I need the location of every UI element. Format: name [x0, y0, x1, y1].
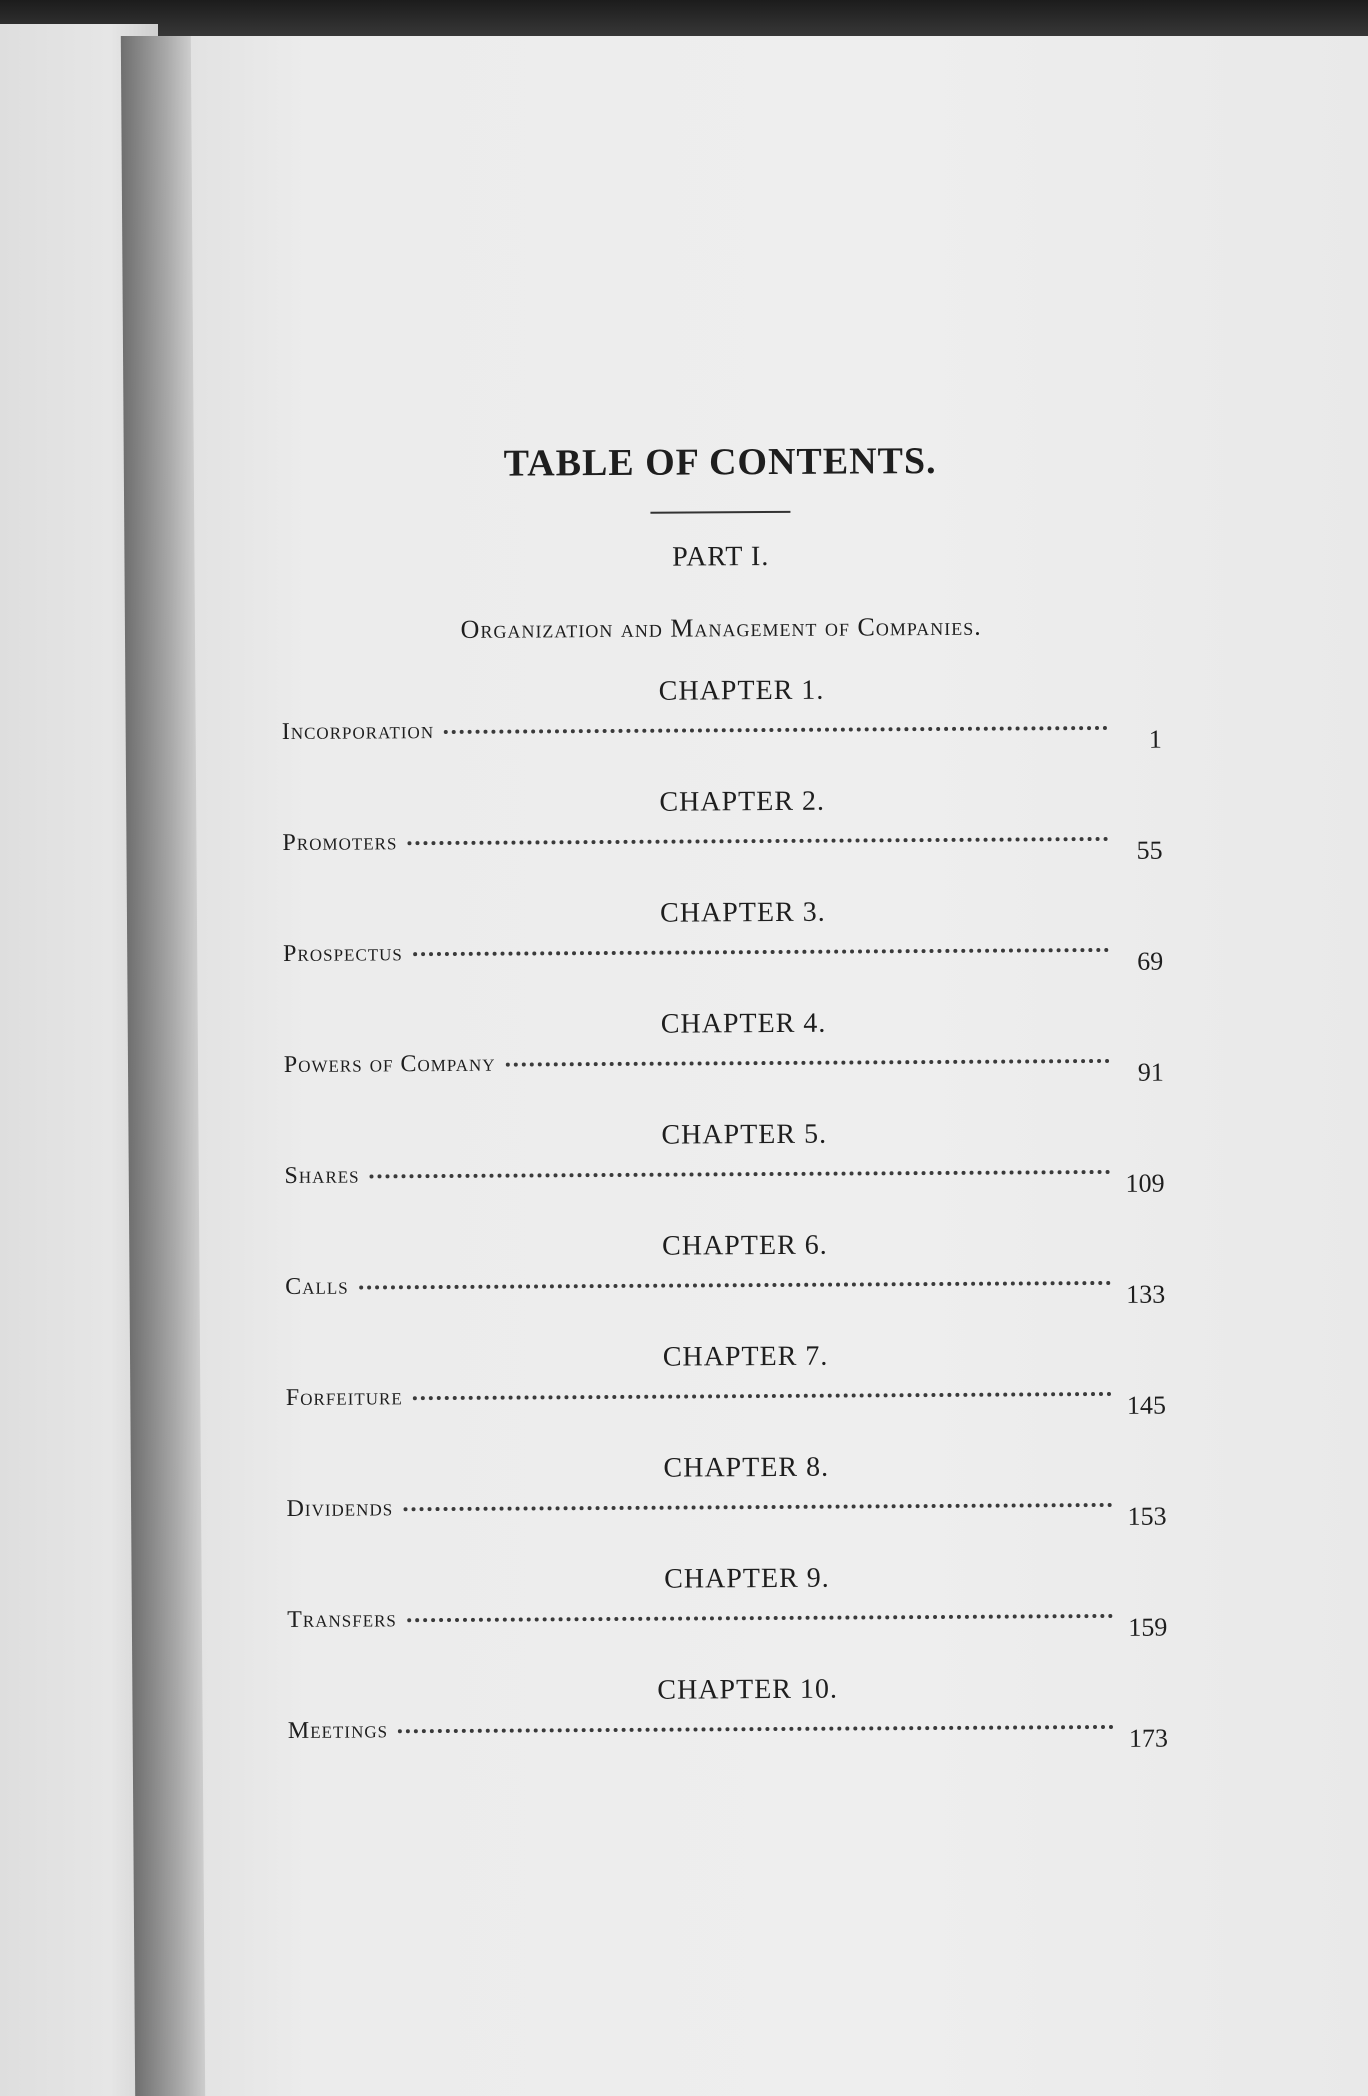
- toc-entry: [284, 1153, 1165, 1198]
- chapter-7: [286, 1337, 1167, 1453]
- chapter-list: [281, 671, 1168, 1786]
- chapter-9: [287, 1559, 1168, 1675]
- dot-leader: [506, 1059, 1110, 1067]
- chapter-1: [281, 671, 1162, 787]
- chapter-heading: CHAPTER 7.: [662, 1340, 829, 1373]
- part-subtitle: Organization and Management of Companies.: [460, 611, 982, 644]
- toc-entry: [287, 1597, 1168, 1642]
- dot-leader: [403, 1503, 1112, 1511]
- dot-leader: [407, 837, 1108, 845]
- chapter-heading: CHAPTER 4.: [660, 1007, 827, 1040]
- entry-page-number: 145: [1126, 1390, 1167, 1420]
- toc-entry: [286, 1486, 1167, 1531]
- entry-title: Incorporation: [281, 718, 435, 745]
- entry-page-number: 159: [1128, 1612, 1168, 1642]
- toc-entry: [283, 931, 1164, 976]
- chapter-heading: CHAPTER 2.: [659, 785, 826, 818]
- dot-leader: [359, 1281, 1111, 1290]
- entry-title: Promoters: [282, 829, 398, 856]
- toc-entry: [282, 820, 1163, 865]
- entry-title: Dividends: [286, 1495, 394, 1522]
- chapter-10: [288, 1670, 1169, 1786]
- entry-page-number: 133: [1126, 1279, 1166, 1309]
- dot-leader: [413, 1392, 1112, 1400]
- book-gutter: [121, 36, 205, 2096]
- chapter-3: [283, 893, 1164, 1009]
- entry-title: Powers of Company: [283, 1050, 496, 1078]
- page-title: TABLE OF CONTENTS.: [503, 439, 937, 485]
- entry-title: Prospectus: [283, 940, 403, 967]
- entry-title: Meetings: [287, 1717, 389, 1744]
- entry-page-number: 109: [1125, 1168, 1165, 1198]
- dot-leader: [413, 948, 1109, 956]
- chapter-heading: CHAPTER 5.: [661, 1118, 828, 1151]
- toc-entry: [283, 1042, 1164, 1087]
- entry-title: Shares: [284, 1162, 360, 1189]
- entry-title: Transfers: [287, 1606, 397, 1633]
- entry-title: Calls: [285, 1273, 349, 1300]
- entry-title: Forfeiture: [285, 1384, 403, 1411]
- chapter-2: [282, 782, 1163, 898]
- entry-page-number: 91: [1137, 1057, 1164, 1087]
- toc-entry: [287, 1708, 1169, 1753]
- dot-leader: [444, 726, 1108, 734]
- chapter-6: [285, 1226, 1166, 1342]
- toc-entry: [285, 1264, 1166, 1309]
- dot-leader: [407, 1614, 1113, 1622]
- chapter-heading: CHAPTER 10.: [657, 1673, 839, 1706]
- dot-leader: [370, 1170, 1111, 1179]
- entry-page-number: 1: [1148, 724, 1162, 754]
- chapter-8: [286, 1448, 1167, 1564]
- title-rule: [650, 511, 790, 514]
- entry-page-number: 153: [1127, 1501, 1167, 1531]
- table-of-contents: [280, 435, 1168, 1786]
- chapter-heading: CHAPTER 3.: [660, 896, 826, 929]
- chapter-heading: CHAPTER 6.: [662, 1229, 828, 1262]
- toc-entry: [281, 709, 1162, 754]
- toc-entry: [285, 1375, 1167, 1420]
- entry-page-number: 173: [1128, 1723, 1169, 1753]
- entry-page-number: 69: [1137, 946, 1164, 976]
- chapter-heading: CHAPTER 9.: [664, 1562, 830, 1595]
- chapter-5: [284, 1115, 1165, 1231]
- dot-leader: [398, 1725, 1114, 1733]
- chapter-heading: CHAPTER 1.: [658, 674, 825, 707]
- chapter-4: [283, 1004, 1164, 1120]
- scan-top-edge: [0, 0, 1368, 40]
- part-heading: PART I.: [672, 541, 770, 573]
- chapter-heading: CHAPTER 8.: [663, 1451, 830, 1484]
- entry-page-number: 55: [1136, 835, 1163, 865]
